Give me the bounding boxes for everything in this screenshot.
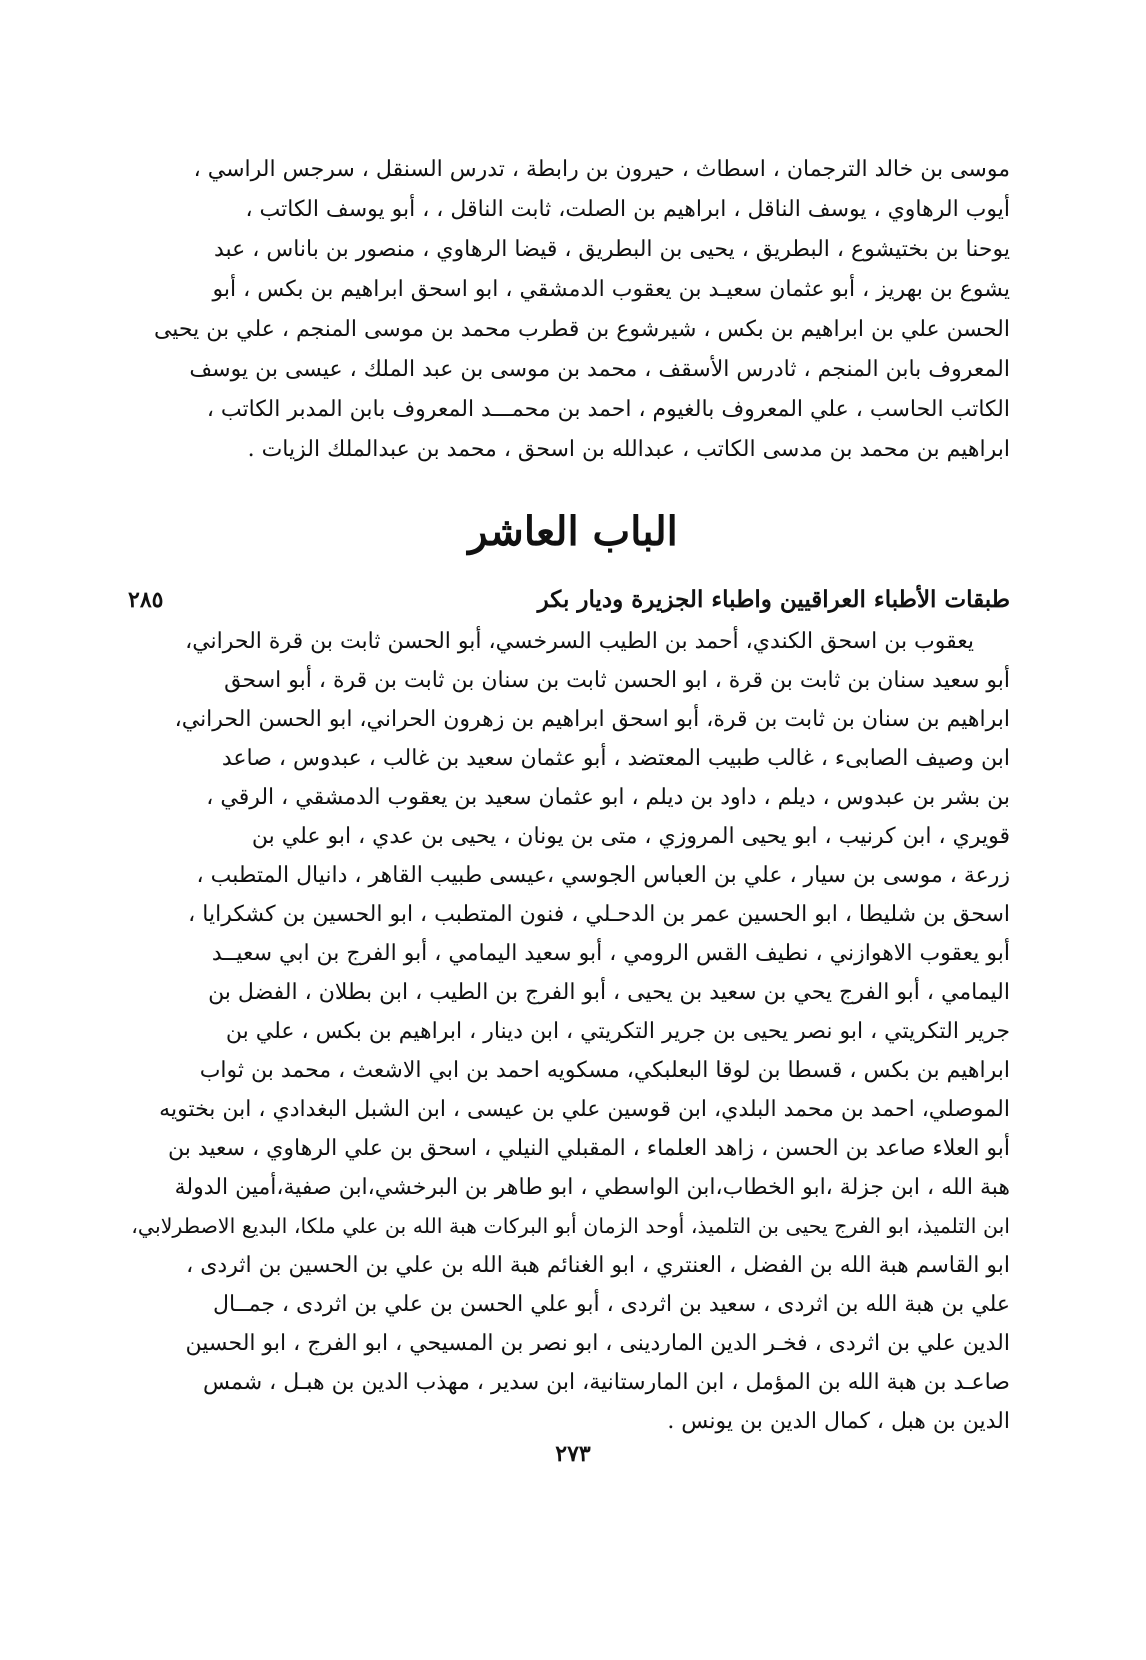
page-number: ٢٧٣ xyxy=(555,1441,591,1467)
text-line: المعروف بابن المنجم ، ثادرس الأسقف ، محمد بن موسى بن عبد الملك ، عيسى بن يوسف xyxy=(189,357,1010,382)
section-heading: طبقات الأطباء العراقيين واطباء الجزيرة وديار بكر xyxy=(537,586,1010,613)
text-line: صاعـد بن هبة الله بن المؤمل ، ابن المارستانية، ابن سدير ، مهذب الدين بن هبـل ، شمس xyxy=(202,1370,1010,1395)
text-line: علي بن هبة الله بن اثردى ، سعيد بن اثردى ، أبو علي الحسن بن علي بن اثردى ، جمــال xyxy=(213,1292,1010,1317)
text-line: أبو العلاء صاعد بن الحسن ، زاهد العلماء ، المقبلي النيلي ، اسحق بن علي الرهاوي ، سعيد بن xyxy=(167,1136,1010,1161)
text-line: موسى بن خالد الترجمان ، اسطاث ، حيرون بن رابطة ، تدرس السنقل ، سرجس الراسي ، xyxy=(193,157,1010,182)
text-line: بن بشر بن عبدوس ، ديلم ، داود بن ديلم ، ابو عثمان سعيد بن يعقوب الدمشقي ، الرقي ، xyxy=(206,785,1010,810)
chapter-title: الباب العاشر xyxy=(468,508,678,555)
text-line: الدين علي بن اثردى ، فخـر الدين الماردينى ، ابو نصر بن المسيحي ، ابو الفرج ، ابو الحسين xyxy=(185,1331,1010,1356)
text-line: ابن التلميذ، ابو الفرج يحيى بن التلميذ، أوحد الزمان أبو البركات هبة الله بن علي ملكا، البديع الاصطرلابي، xyxy=(131,1214,1010,1238)
text-line: الكاتب الحاسب ، علي المعروف بالغيوم ، احمد بن محمـــد المعروف بابن المدبر الكاتب ، xyxy=(206,397,1010,422)
text-line: هبة الله ، ابن جزلة ،ابو الخطاب،ابن الواسطي ، ابو طاهر بن البرخشي،ابن صفية،أمين الدولة xyxy=(174,1175,1010,1200)
text-line: قويري ، ابن كرنيب ، ابو يحيى المروزي ، متى بن يونان ، يحيى بن عدي ، ابو علي بن xyxy=(251,824,1010,849)
text-line: ابراهيم بن سنان بن ثابت بن قرة، أبو اسحق ابراهيم بن زهرون الحراني، ابو الحسن الحراني، xyxy=(174,707,1010,732)
text-line: يعقوب بن اسحق الكندي، أحمد بن الطيب السرخسي، أبو الحسن ثابت بن قرة الحراني، xyxy=(185,629,974,654)
text-line: ابراهيم بن بكس ، قسطا بن لوقا البعلبكي، مسكويه احمد بن ابي الاشعث ، محمد بن ثواب xyxy=(199,1058,1010,1083)
text-line: أبو سعيد سنان بن ثابت بن قرة ، ابو الحسن ثابت بن سنان بن ثابت بن قرة ، أبو اسحق xyxy=(224,668,1010,693)
text-line: ابو القاسم هبة الله بن الفضل ، العنتري ، ابو الغنائم هبة الله بن علي بن الحسين بن اثردى ، xyxy=(186,1253,1010,1278)
text-line: الحسن علي بن ابراهيم بن بكس ، شيرشوع بن قطرب محمد بن موسى المنجم ، علي بن يحيى xyxy=(153,317,1010,342)
text-line: يوحنا بن بختيشوع ، البطريق ، يحيى بن البطريق ، قيضا الرهاوي ، منصور بن باناس ، عبد xyxy=(213,237,1010,262)
text-line: أبو يعقوب الاهوازني ، نطيف القس الرومي ، أبو سعيد اليمامي ، أبو الفرج بن ابي سعيــد xyxy=(211,941,1010,966)
text-line: يشوع بن بهريز ، أبو عثمان سعيـد بن يعقوب الدمشقي ، ابو اسحق ابراهيم بن بكس ، أبو xyxy=(212,277,1010,302)
text-line: اليمامي ، أبو الفرج يحي بن سعيد بن يحيى ، أبو الفرج بن الطيب ، ابن بطلان ، الفضل بن xyxy=(208,980,1010,1005)
text-line: ابن وصيف الصابىء ، غالب طبيب المعتضد ، أبو عثمان سعيد بن غالب ، عبدوس ، صاعد xyxy=(221,746,1010,771)
main-paragraph xyxy=(130,622,1010,1441)
text-line: الدين بن هبل ، كمال الدين بن يونس . xyxy=(667,1409,1010,1434)
top-paragraph xyxy=(130,150,1010,470)
text-line: أيوب الرهاوي ، يوسف الناقل ، ابراهيم بن الصلت، ثابت الناقل ، ، أبو يوسف الكاتب ، xyxy=(245,197,1010,222)
margin-number: ٢٨٥ xyxy=(128,587,164,613)
text-line: زرعة ، موسى بن سيار ، علي بن العباس الجوسي ،عيسى طبيب القاهر ، دانيال المتطبب ، xyxy=(196,863,1010,888)
text-line: ابراهيم بن محمد بن مدسى الكاتب ، عبدالله بن اسحق ، محمد بن عبدالملك الزيات . xyxy=(247,437,1010,462)
text-line: اسحق بن شليطا ، ابو الحسين عمر بن الدحـلي ، فنون المتطبب ، ابو الحسين بن كشكرايا ، xyxy=(188,902,1010,927)
text-line: جرير التكريتي ، ابو نصر يحيى بن جرير التكريتي ، ابن دينار ، ابراهيم بن بكس ، علي بن xyxy=(225,1019,1010,1044)
text-line: الموصلي، احمد بن محمد البلدي، ابن قوسين علي بن عيسى ، ابن الشبل البغدادي ، ابن بختويه xyxy=(159,1097,1010,1122)
